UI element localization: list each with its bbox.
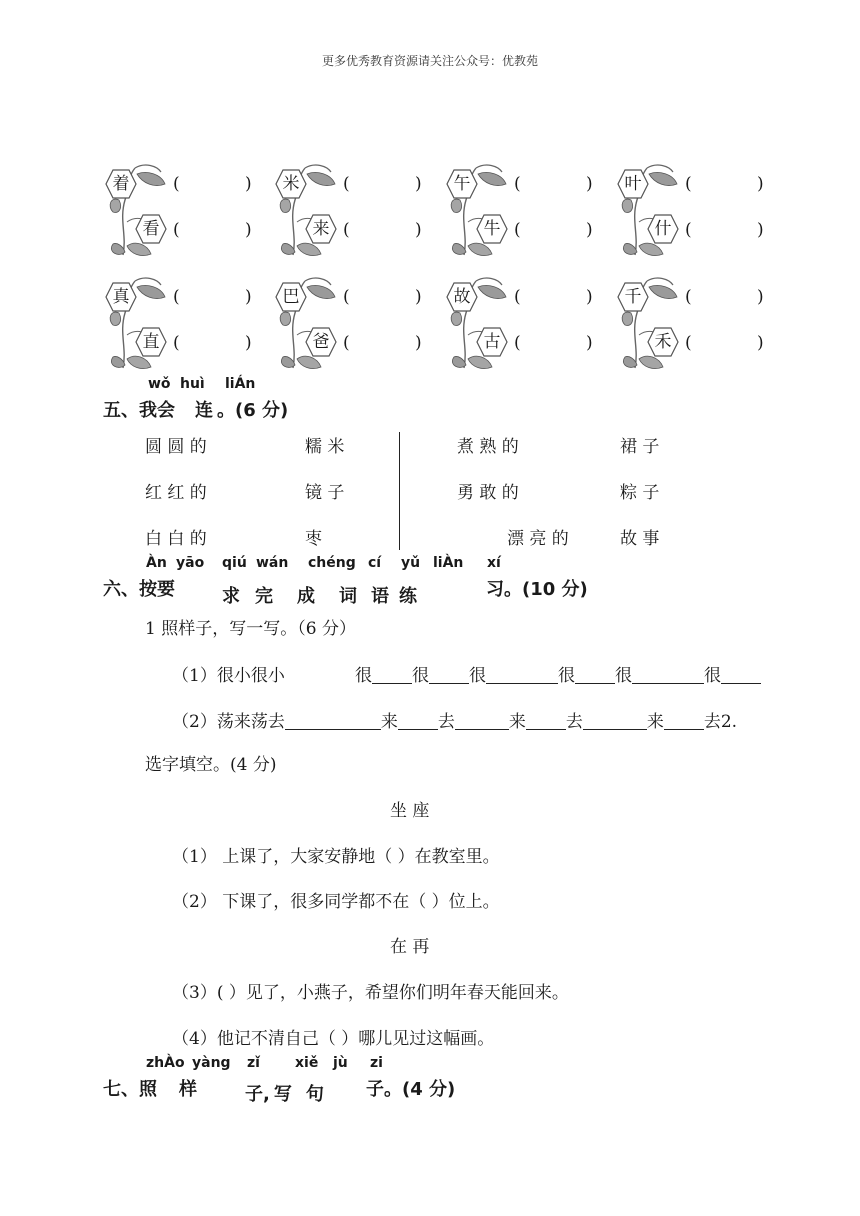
vine-item — [446, 160, 516, 255]
character-hex-top — [275, 282, 307, 312]
pinyin: xí — [487, 555, 501, 571]
pinyin-hui: huì — [180, 376, 205, 392]
vine-item — [105, 273, 175, 368]
vine-item — [617, 160, 687, 255]
vine-item — [446, 273, 516, 368]
section-6-title-mid: 求 完 成 词 语 练 — [222, 586, 417, 607]
answer-paren-open[interactable]: ( — [514, 287, 521, 307]
blank[interactable] — [632, 665, 704, 684]
match-right-target[interactable]: 故 事 — [620, 529, 660, 549]
word-pair-2: 在 再 — [390, 937, 430, 957]
answer-paren-open[interactable]: ( — [685, 220, 692, 240]
header-note: 更多优秀教育资源请关注公众号：优教苑 — [321, 54, 538, 68]
character: 着 — [112, 174, 130, 194]
section-6-title-start: 六、按要 — [103, 579, 175, 600]
pinyin: zhÀo — [146, 1055, 185, 1071]
pinyin: jù — [333, 1055, 348, 1071]
match-left-item[interactable]: 圆 圆 的 — [145, 437, 207, 457]
character: 古 — [483, 332, 501, 352]
blank[interactable] — [429, 665, 469, 684]
match-right-target[interactable]: 粽 子 — [620, 483, 660, 503]
answer-paren-open[interactable]: ( — [343, 174, 350, 194]
character-hex-bottom — [305, 214, 337, 244]
q1-1-example: （1）很小很小 — [172, 666, 285, 686]
section-7-title-start: 七、照 样 — [103, 1079, 197, 1100]
character: 巴 — [282, 287, 300, 307]
vine-item — [105, 160, 175, 255]
word-pair-1: 坐 座 — [390, 801, 430, 821]
blank[interactable] — [455, 711, 509, 730]
pinyin: cí — [368, 555, 382, 571]
answer-paren-close[interactable]: ) — [415, 333, 422, 353]
character: 看 — [142, 219, 160, 239]
character: 直 — [142, 332, 160, 352]
answer-paren-open[interactable]: ( — [173, 287, 180, 307]
sentence-3[interactable]: （3）( ）见了，小燕子，希望你们明年春天能回来。 — [172, 983, 569, 1003]
match-left-item[interactable]: 白 白 的 — [145, 529, 207, 549]
answer-paren-close[interactable]: ) — [245, 333, 252, 353]
match-left-target[interactable]: 枣 — [305, 529, 322, 549]
character-hex-top — [446, 282, 478, 312]
character-hex-bottom — [476, 327, 508, 357]
pinyin: yàng — [192, 1055, 231, 1071]
answer-paren-close[interactable]: ) — [245, 287, 252, 307]
character: 爸 — [312, 332, 330, 352]
character-hex-top — [617, 282, 649, 312]
blank[interactable] — [575, 665, 615, 684]
answer-paren-close[interactable]: ) — [586, 174, 593, 194]
character-hex-top — [105, 169, 137, 199]
section-7-title-mid: 子, 写 句 — [245, 1084, 324, 1105]
sentence-2[interactable]: （2） 下课了，很多同学都不在（ ）位上。 — [172, 892, 500, 912]
blank[interactable] — [285, 711, 381, 730]
answer-paren-close[interactable]: ) — [245, 174, 252, 194]
match-right-item[interactable]: 勇 敢 的 — [457, 483, 519, 503]
answer-paren-open[interactable]: ( — [514, 333, 521, 353]
character-hex-bottom — [135, 214, 167, 244]
q1-2-line: （2）荡来荡去 来 去 来 去 来 去2. — [172, 712, 738, 732]
match-left-target[interactable]: 镜 子 — [305, 483, 345, 503]
character-hex-bottom — [305, 327, 337, 357]
answer-paren-open[interactable]: ( — [514, 174, 521, 194]
answer-paren-close[interactable]: ) — [586, 220, 593, 240]
character: 牛 — [483, 219, 501, 239]
pinyin: Àn — [146, 555, 167, 571]
pinyin: qiú — [222, 555, 247, 571]
q1-1-blanks: 很 很 很 很 很 很 — [355, 661, 761, 686]
character-hex-bottom — [647, 214, 679, 244]
character-hex-top — [446, 169, 478, 199]
answer-paren-open[interactable]: ( — [173, 333, 180, 353]
answer-paren-close[interactable]: ) — [757, 220, 764, 240]
blank[interactable] — [486, 665, 558, 684]
answer-paren-open[interactable]: ( — [173, 174, 180, 194]
answer-paren-close[interactable]: ) — [586, 333, 593, 353]
pinyin: chéng — [308, 555, 356, 571]
character: 故 — [453, 287, 471, 307]
character-hex-top — [617, 169, 649, 199]
match-right-target[interactable]: 裙 子 — [620, 437, 660, 457]
answer-paren-close[interactable]: ) — [415, 287, 422, 307]
character: 叶 — [624, 174, 642, 194]
answer-paren-open[interactable]: ( — [343, 333, 350, 353]
sentence-4[interactable]: （4）他记不清自己（ ）哪儿见过这幅画。 — [172, 1029, 495, 1049]
blank[interactable] — [721, 665, 761, 684]
answer-paren-open[interactable]: ( — [343, 287, 350, 307]
answer-paren-close[interactable]: ) — [415, 220, 422, 240]
blank[interactable] — [583, 711, 647, 730]
match-right-item[interactable]: 漂 亮 的 — [507, 529, 569, 549]
answer-paren-open[interactable]: ( — [685, 174, 692, 194]
vine-item — [617, 273, 687, 368]
character: 米 — [282, 174, 300, 194]
column-divider — [399, 432, 400, 550]
character: 真 — [112, 287, 130, 307]
character-hex-bottom — [647, 327, 679, 357]
blank[interactable] — [664, 711, 704, 730]
answer-paren-open[interactable]: ( — [685, 287, 692, 307]
sentence-1[interactable]: （1） 上课了，大家安静地（ ）在教室里。 — [172, 847, 500, 867]
q1-title: 1 照样子，写一写。（6 分） — [145, 619, 356, 639]
blank[interactable] — [398, 711, 438, 730]
match-left-item[interactable]: 红 红 的 — [145, 483, 207, 503]
pinyin: zi — [370, 1055, 383, 1071]
answer-paren-open[interactable]: ( — [514, 220, 521, 240]
pinyin: liÀn — [433, 555, 464, 571]
vine-item — [275, 160, 345, 255]
answer-paren-close[interactable]: ) — [757, 174, 764, 194]
pinyin: yǔ — [401, 555, 421, 571]
answer-paren-open[interactable]: ( — [685, 333, 692, 353]
vine-item — [275, 273, 345, 368]
section-5-title: 五、我会 连 。(6 分) — [103, 400, 289, 421]
answer-paren-open[interactable]: ( — [343, 220, 350, 240]
answer-paren-open[interactable]: ( — [173, 220, 180, 240]
character: 什 — [654, 219, 672, 239]
blank[interactable] — [372, 665, 412, 684]
blank[interactable] — [526, 711, 566, 730]
character: 午 — [453, 174, 471, 194]
character: 禾 — [654, 332, 672, 352]
answer-paren-close[interactable]: ) — [245, 220, 252, 240]
pinyin-lian: liÁn — [225, 376, 256, 392]
character-hex-bottom — [476, 214, 508, 244]
match-left-target[interactable]: 糯 米 — [305, 437, 345, 457]
section-6-title-end: 习。(10 分) — [486, 579, 588, 600]
answer-paren-close[interactable]: ) — [757, 287, 764, 307]
character-hex-top — [105, 282, 137, 312]
answer-paren-close[interactable]: ) — [586, 287, 593, 307]
character-hex-top — [275, 169, 307, 199]
pinyin-wo: wǒ — [148, 376, 171, 392]
pinyin: xiě — [295, 1055, 319, 1071]
pinyin: zǐ — [247, 1055, 260, 1071]
pinyin: wán — [256, 555, 289, 571]
character: 千 — [624, 287, 642, 307]
character: 来 — [312, 219, 330, 239]
section-7-title-end: 子。(4 分) — [366, 1079, 456, 1100]
match-right-item[interactable]: 煮 熟 的 — [457, 437, 519, 457]
character-hex-bottom — [135, 327, 167, 357]
answer-paren-close[interactable]: ) — [415, 174, 422, 194]
pinyin: yāo — [176, 555, 205, 571]
answer-paren-close[interactable]: ) — [757, 333, 764, 353]
q2-title: 选字填空。(4 分) — [145, 755, 277, 775]
